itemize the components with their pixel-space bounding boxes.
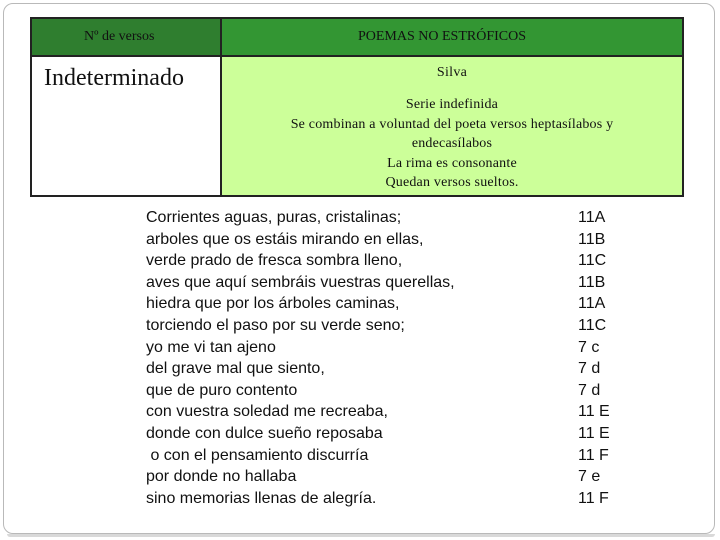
poem-line: torciendo el paso por su verde seno; (146, 316, 405, 334)
rhyme-label: 11 F (578, 489, 609, 507)
rhyme-label: 11B (578, 230, 606, 248)
poem-line: por donde no hallaba (146, 468, 297, 486)
rhyme-label: 7 d (578, 360, 601, 378)
poem-text (146, 207, 546, 509)
verses-count-value: Indeterminado (44, 65, 184, 91)
rhyme-label: 7 e (578, 468, 601, 486)
poem-line: que de puro contento (146, 381, 298, 399)
description-line: Se combinan a voluntad del poeta versos heptasílabos y (290, 116, 614, 132)
verses-count-cell (31, 56, 221, 196)
rhyme-label: 7 c (578, 338, 600, 356)
poem-form-title: Silva (436, 65, 468, 80)
rhyme-label: 11A (578, 295, 606, 313)
header-verses-count-label: Nº de versos (84, 29, 155, 44)
poem-line: con vuestra soledad me recreaba, (146, 403, 388, 421)
rhyme-label: 11 F (578, 446, 609, 464)
rhyme-label: 11A (578, 209, 606, 226)
slide-shadow (7, 534, 715, 537)
poem-line: yo me vi tan ajeno (146, 338, 276, 356)
poem-type-table (30, 17, 684, 197)
poem-line: o con el pensamiento discurría (146, 446, 369, 464)
rhyme-label: 11C (578, 316, 607, 334)
poem-line: verde prado de fresca sombra lleno, (146, 252, 403, 270)
rhyme-scheme (578, 207, 638, 509)
description-line: Serie indefinida (405, 97, 499, 112)
header-verses-count (31, 18, 221, 56)
poem-description-cell (221, 56, 683, 196)
poem-line: arboles que os estáis mirando en ellas, (146, 230, 424, 248)
rhyme-label: 11 E (578, 403, 610, 421)
rhyme-label: 11B (578, 273, 606, 291)
poem-line: hiedra que por los árboles caminas, (146, 295, 400, 313)
rhyme-label: 11C (578, 252, 607, 270)
poem-description (222, 95, 682, 193)
poem-line: sino memorias llenas de alegría. (146, 489, 377, 507)
poem-line: Corrientes aguas, puras, cristalinas; (146, 209, 402, 226)
header-poem-type-label: POEMAS NO ESTRÓFICOS (357, 29, 527, 44)
description-line: endecasílabos (411, 136, 493, 151)
header-poem-type (221, 18, 683, 56)
poem-line: aves que aquí sembráis vuestras querellas, (146, 273, 455, 291)
rhyme-label: 11 E (578, 424, 610, 442)
poem-line: del grave mal que siento, (146, 360, 325, 378)
poem-line: donde con dulce sueño reposaba (146, 424, 383, 442)
description-line: La rima es consonante (387, 155, 517, 171)
description-line: Quedan versos sueltos. (385, 175, 519, 190)
rhyme-label: 7 d (578, 381, 601, 399)
